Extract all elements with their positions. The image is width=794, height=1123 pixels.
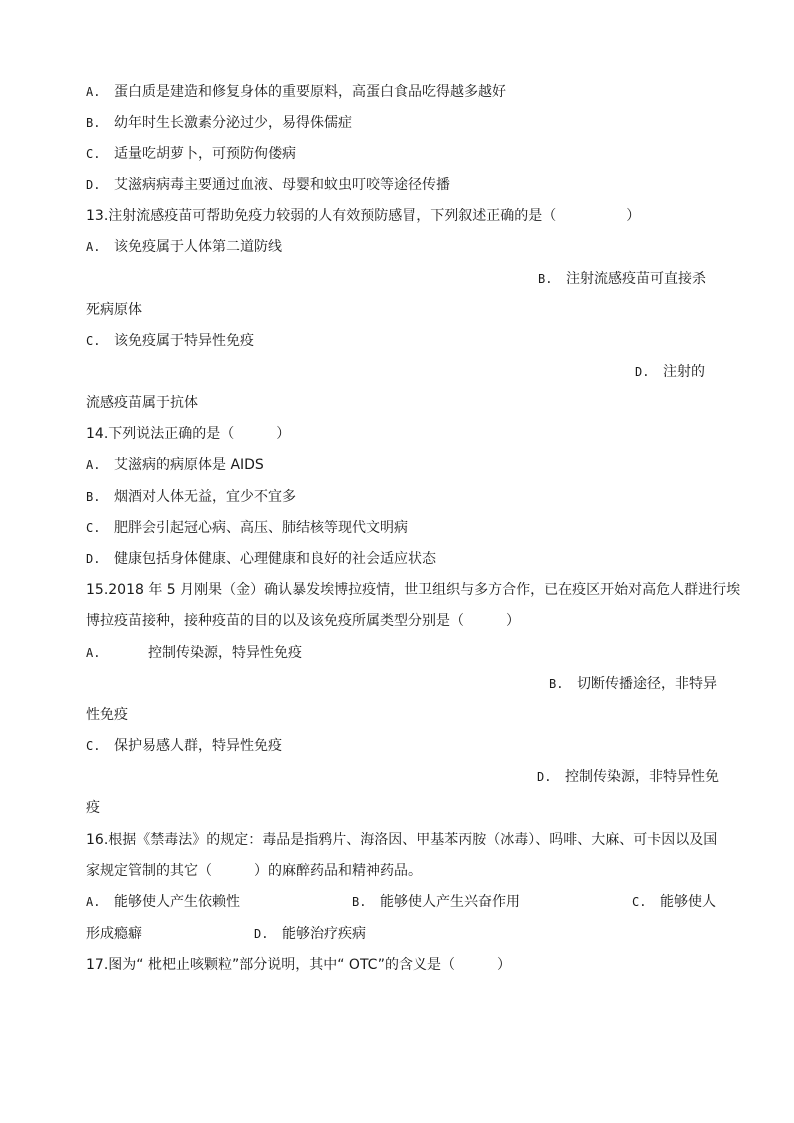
option-letter: D. [635, 365, 650, 379]
q14-stem: 14.下列说法正确的是（ ） [86, 426, 291, 442]
option-text: 切断传播途径，非特异 [577, 676, 717, 692]
option-letter: D. [254, 927, 269, 941]
option-letter: A. [86, 895, 101, 909]
option-letter: D. [86, 178, 101, 192]
option-text: 能够治疗疾病 [282, 926, 366, 942]
option-letter: A. [86, 85, 101, 99]
option-text: 适量吃胡萝卜，可预防佝偻病 [114, 146, 296, 162]
option-text: 艾滋病病毒主要通过血液、母婴和蚊虫叮咬等途径传播 [114, 177, 450, 193]
option-letter: C. [86, 334, 101, 348]
option-text-continued: 疫 [86, 800, 100, 816]
option-text: 肥胖会引起冠心病、高压、肺结核等现代文明病 [114, 520, 408, 536]
option-text: 蛋白质是建造和修复身体的重要原料，高蛋白食品吃得越多越好 [114, 84, 506, 100]
option-text: 保护易感人群，特异性免疫 [114, 738, 282, 754]
option-text: 艾滋病的病原体是 AIDS [114, 457, 264, 473]
option-letter: C. [86, 739, 101, 753]
option-letter: B. [352, 895, 367, 909]
option-letter: B. [549, 677, 564, 691]
q15-stem-line1: 15.2018 年 5 月刚果（金）确认暴发埃博拉疫情，世卫组织与多方合作，已在疫区开始对高危人群进行埃 [86, 582, 741, 598]
option-text: 该免疫属于人体第二道防线 [114, 239, 282, 255]
q16-stem-line2: 家规定管制的其它（ ）的麻醉药品和精神药品。 [86, 863, 422, 879]
option-text-continued: 形成瘾癖 [86, 926, 142, 942]
option-text: 注射的 [663, 364, 705, 380]
option-letter: B. [86, 490, 101, 504]
option-letter: C. [632, 895, 647, 909]
option-letter: C. [86, 147, 101, 161]
q17-stem: 17.图为“ 枇杷止咳颗粒”部分说明，其中“ OTC”的含义是（ ） [86, 957, 511, 973]
q15-stem-line2: 博拉疫苗接种，接种疫苗的目的以及该免疫所属类型分别是（ ） [86, 613, 520, 629]
option-letter: A. [86, 240, 101, 254]
option-letter: B. [538, 272, 553, 286]
option-text: 能够使人产生依赖性 [114, 894, 240, 910]
option-text: 能够使人 [660, 894, 716, 910]
option-letter: B. [86, 116, 101, 130]
option-text-continued: 流感疫苗属于抗体 [86, 395, 198, 411]
option-text: 控制传染源，非特异性免 [565, 769, 719, 785]
option-letter: A. [86, 646, 101, 660]
option-text-continued: 死病原体 [86, 302, 142, 318]
q13-stem: 13.注射流感疫苗可帮助免疫力较弱的人有效预防感冒，下列叙述正确的是（ ） [86, 208, 641, 224]
option-text: 注射流感疫苗可直接杀 [566, 271, 706, 287]
option-text: 烟酒对人体无益，宜少不宜多 [114, 489, 296, 505]
option-text: 健康包括身体健康、心理健康和良好的社会适应状态 [114, 551, 436, 567]
option-text-continued: 性免疫 [86, 707, 128, 723]
option-letter: A. [86, 458, 101, 472]
option-text: 该免疫属于特异性免疫 [114, 333, 254, 349]
option-text: 幼年时生长激素分泌过少，易得侏儒症 [114, 115, 352, 131]
option-text: 控制传染源，特异性免疫 [148, 645, 302, 661]
option-text: 能够使人产生兴奋作用 [380, 894, 520, 910]
option-letter: C. [86, 521, 101, 535]
option-letter: D. [537, 770, 552, 784]
option-letter: D. [86, 552, 101, 566]
q16-stem-line1: 16.根据《禁毒法》的规定：毒品是指鸦片、海洛因、甲基苯丙胺（冰毒）、吗啡、大麻、可卡因以及国 [86, 832, 718, 848]
